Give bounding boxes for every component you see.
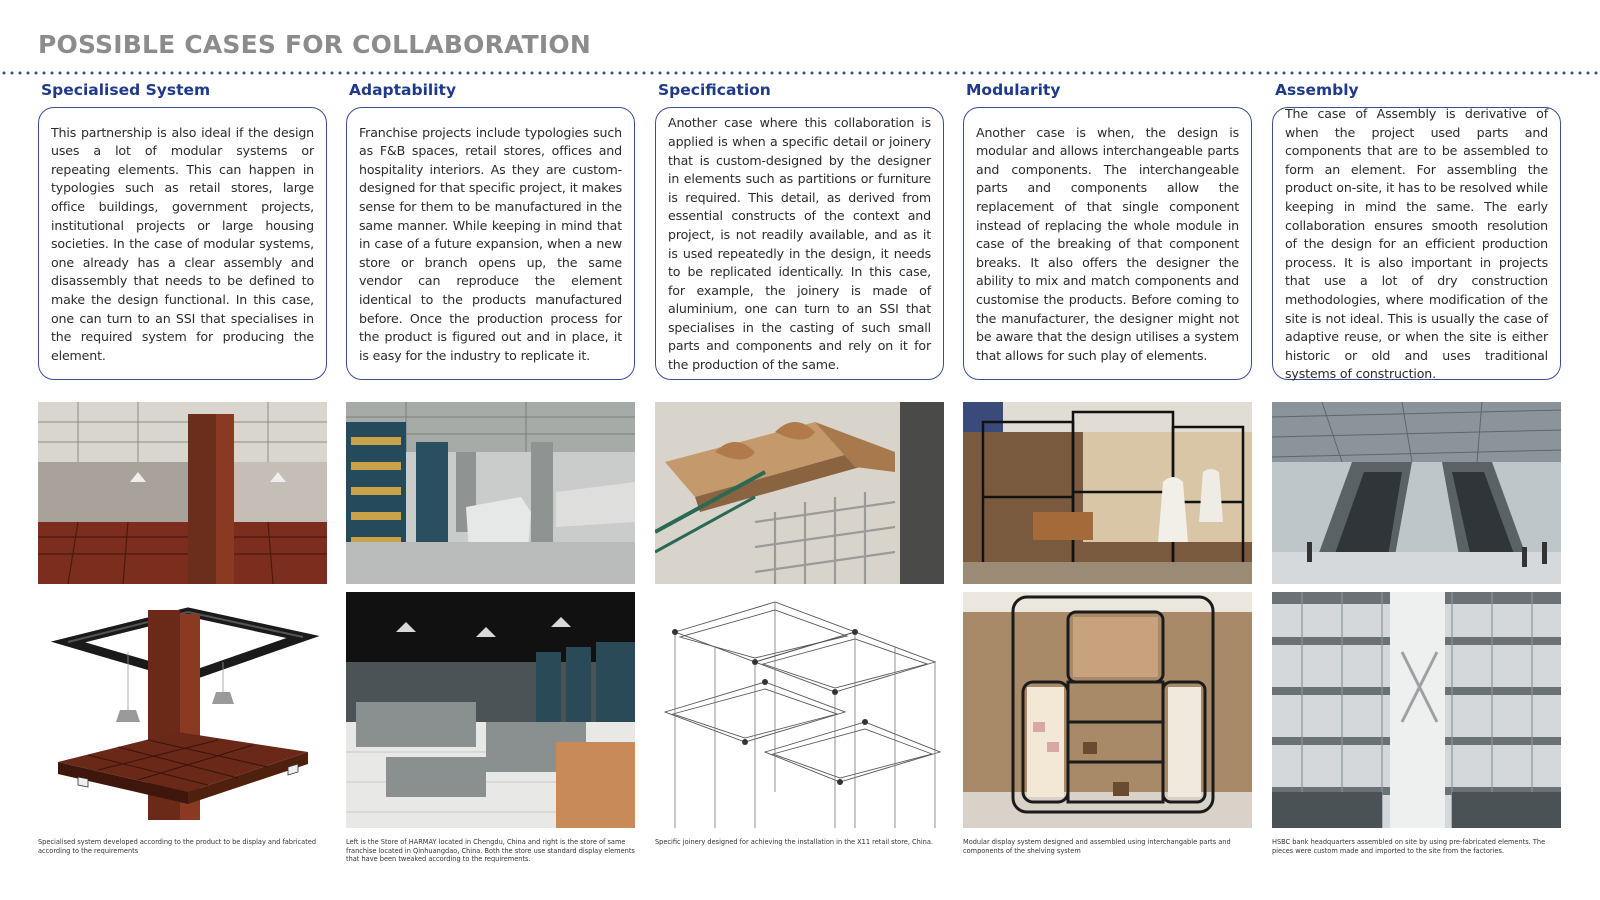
image-caption: Left is the Store of HARMAY located in Chengdu, China and right is the store of same franchise located in Qinhuangdao, China. Both the store use standard display elements that have been tweaked according to the requirements. bbox=[346, 838, 635, 864]
column-specialised-system bbox=[38, 80, 330, 870]
column-heading: Modularity bbox=[966, 81, 1061, 99]
description-box bbox=[38, 107, 327, 380]
column-modularity bbox=[963, 80, 1255, 870]
description-text: Franchise projects include typologies such as F&B spaces, retail stores, offices and hospitality interiors. As they are custom-designed for that specific project, it makes sense for them to be manufactured in the same manner. While keeping in mind that in case of a future expansion, when a new store or branch opens up, the same vendor can reproduce the element identical to the products manufactured before. Once the production process for the product is figured out and in place, it is easy for the industry to replicate it. bbox=[359, 124, 622, 363]
description-text: The case of Assembly is derivative of when the project used parts and components that are to be assembled to form an element. For assembling the product on-site, it has to be resolved while keeping in mind the same. The early collaboration ensures smooth resolution of the design for an efficient production process. It is also important in projects that use a lot of dry construction methodologies, where modification of the site is not ideal. This is usually the case of adaptive reuse, or when the site is either historic or old and uses traditional systems of construction. bbox=[1285, 106, 1548, 382]
image-caption: Modular display system designed and assembled using interchangable parts and components of the shelving system bbox=[963, 838, 1231, 855]
column-heading: Specification bbox=[658, 81, 771, 99]
image-caption: HSBC bank headquarters assembled on site by using pre-fabricated elements. The pieces were custom made and imported to the site from the factories. bbox=[1272, 838, 1546, 855]
joinery-installation-photo bbox=[655, 402, 944, 584]
modular-store-photo bbox=[963, 402, 1252, 584]
description-box bbox=[963, 107, 1252, 380]
image-caption: Specific joinery designed for achieving the installation in the X11 retail store, China. bbox=[655, 838, 933, 846]
description-text: This partnership is also ideal if the design uses a lot of modular systems or repeating elements. This can happen in typologies such as retail stores, large office buildings, government projects, institutional projects or large housing societies. In the case of modular systems, one already has a clear assembly and disassembly that needs to be defined to make the design functional. In this case, one can turn to an SSI that specialises in the required system for producing the element. bbox=[51, 124, 314, 363]
column-adaptability bbox=[346, 80, 638, 870]
column-heading: Specialised System bbox=[41, 81, 211, 99]
column-assembly bbox=[1272, 80, 1564, 870]
description-box bbox=[1272, 107, 1561, 380]
description-text: Another case is when, the design is modular and allows interchangeable parts and components. The interchangeable parts and components allow the replacement of that single component instead of replacing the whole module in case of the breaking of that component breaks. It also offers the designer the ability to mix and match components and customise the products. Before coming to the manufacturer, the designer might not be aware that the design utilises a system that allows for such play of elements. bbox=[976, 124, 1239, 363]
hsbc-atrium-photo bbox=[1272, 592, 1561, 828]
display-system-render bbox=[38, 592, 327, 828]
column-heading: Assembly bbox=[1275, 81, 1359, 99]
modular-shelving-photo bbox=[963, 592, 1252, 828]
column-specification bbox=[655, 80, 947, 870]
description-text: Another case where this collaboration is applied is when a specific detail or joinery that is custom-designed by the designer in elements such as partitions or furniture is required. This detail, as derived from essential constructs of the context and project, is not readily available, and as it is used repeatedly in the design, it needs to be replicated identically. In this case, for example, the joinery is made of aluminium, one can turn to an SSI that specialises in the casting of such small parts and components and rely on it for the production of the same. bbox=[668, 115, 931, 373]
store-interior-photo bbox=[38, 402, 327, 584]
hsbc-escalators-photo bbox=[1272, 402, 1561, 584]
page-title: POSSIBLE CASES FOR COLLABORATION bbox=[38, 30, 592, 59]
column-heading: Adaptability bbox=[349, 81, 457, 99]
description-box bbox=[346, 107, 635, 380]
dotted-divider bbox=[0, 70, 1600, 76]
description-box bbox=[655, 107, 944, 380]
joinery-drawing bbox=[655, 592, 944, 828]
image-caption: Specialised system developed according to the product to be display and fabricated according to the requirements bbox=[38, 838, 317, 855]
store-chengdu-photo bbox=[346, 402, 635, 584]
store-qinhuangdao-photo bbox=[346, 592, 635, 828]
